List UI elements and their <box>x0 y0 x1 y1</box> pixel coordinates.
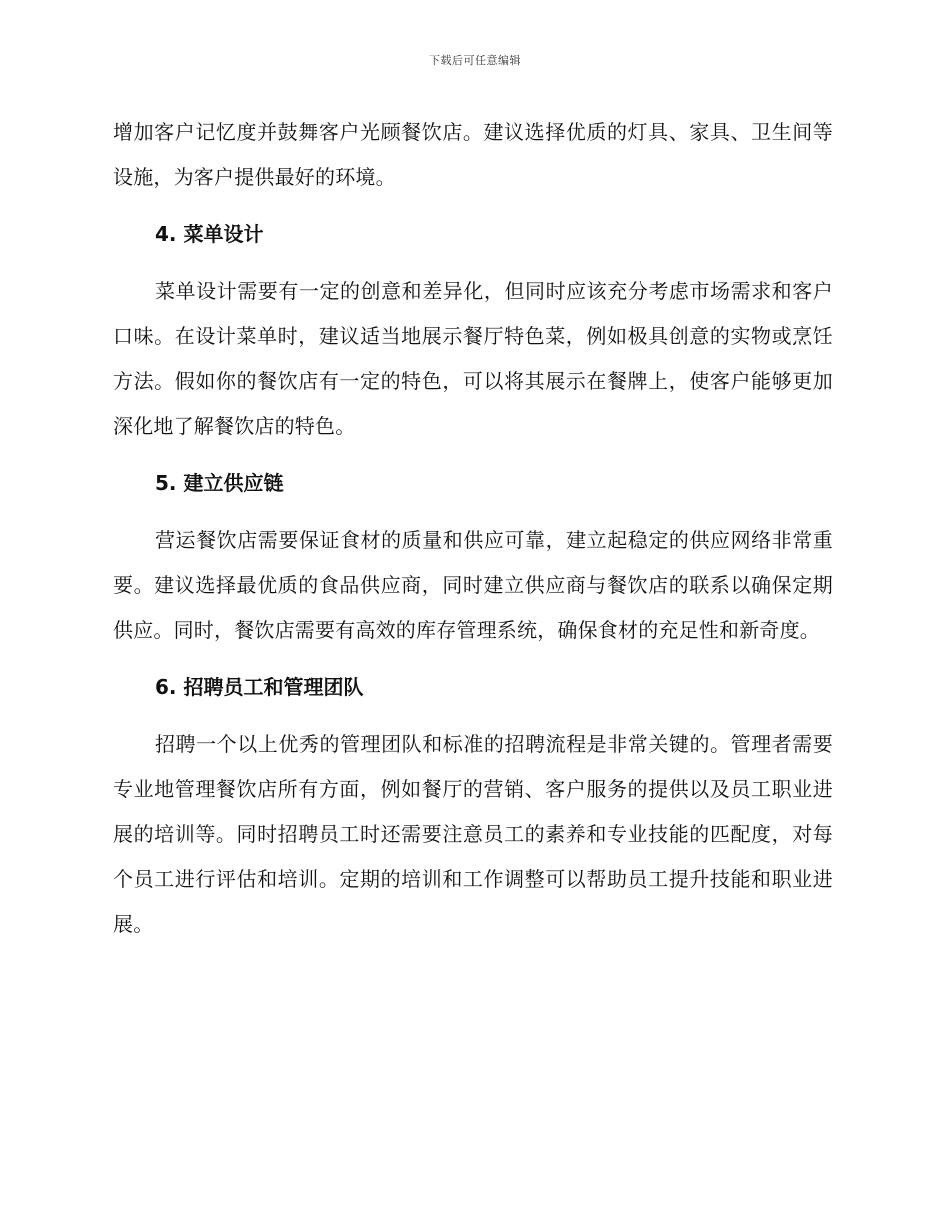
document-body <box>113 110 833 947</box>
section-heading-supply-chain: 5. 建立供应链 <box>155 471 284 495</box>
section-heading-menu-design: 4. 菜单设计 <box>155 222 264 246</box>
page-header-note: 下载后可任意编辑 <box>429 54 521 67</box>
section-body-menu-design: 菜单设计需要有一定的创意和差异化，但同时应该充分考虑市场需求和客户口味。在设计菜单时，建议适当地展示餐厅特色菜，例如极具创意的实物或烹饪方法。假如你的餐饮店有一定的特色，可以将其展示在餐牌上，使客户能够更加深化地了解餐饮店的特色。 <box>113 279 833 438</box>
section-body-supply-chain: 营运餐饮店需要保证食材的质量和供应可靠，建立起稳定的供应网络非常重要。建议选择最优质的食品供应商，同时建立供应商与餐饮店的联系以确保定期供应。同时，餐饮店需要有高效的库存管理系统，确保食材的充足性和新奇度。 <box>113 528 833 642</box>
intro-paragraph: 增加客户记忆度并鼓舞客户光顾餐饮店。建议选择优质的灯具、家具、卫生间等设施，为客户提供最好的环境。 <box>113 120 833 189</box>
section-body-recruitment: 招聘一个以上优秀的管理团队和标准的招聘流程是非常关键的。管理者需要专业地管理餐饮店所有方面，例如餐厅的营销、客户服务的提供以及员工职业进展的培训等。同时招聘员工时还需要注意员工的素养和专业技能的匹配度，对每个员工进行评估和培训。定期的培训和工作调整可以帮助员工提升技能和职业进展。 <box>113 732 833 936</box>
section-heading-recruitment: 6. 招聘员工和管理团队 <box>155 675 364 699</box>
